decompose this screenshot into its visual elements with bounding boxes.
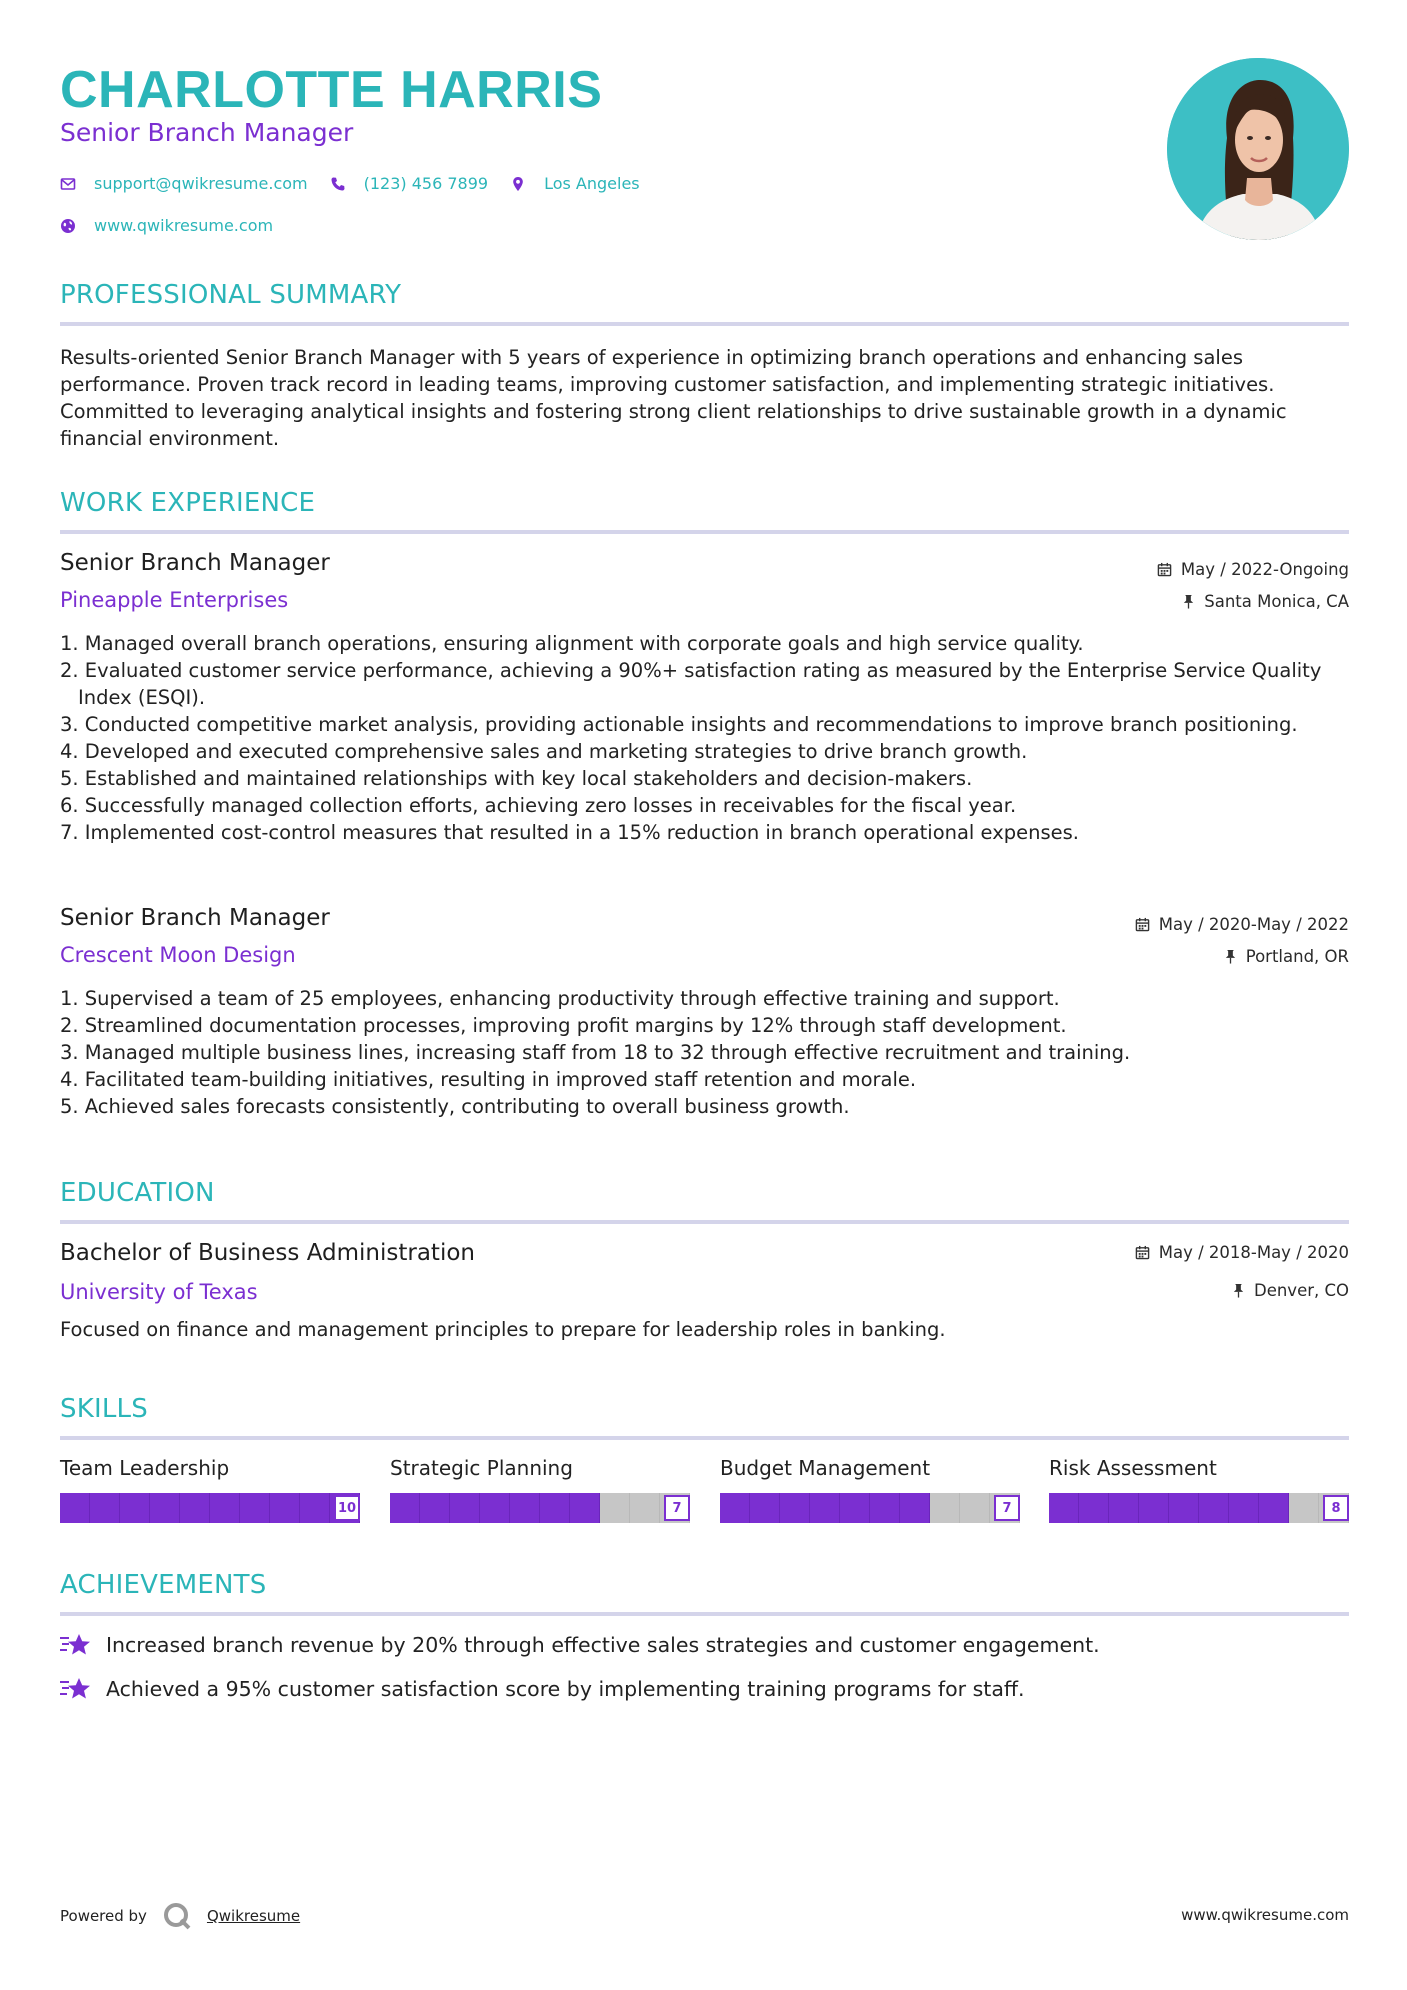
skill-bar-segment	[390, 1493, 420, 1523]
summary-heading	[60, 280, 1349, 310]
job-bullets	[60, 630, 1349, 846]
skill-bar	[720, 1493, 1020, 1523]
skill-bar-segment	[90, 1493, 120, 1523]
achievement-text: Achieved a 95% customer satisfaction score by implementing training programs for staff.	[106, 1677, 1025, 1701]
skill-bar-segment	[600, 1493, 630, 1523]
skill-name: Budget Management	[720, 1456, 931, 1480]
list-item: 3. Conducted competitive market analysis, providing actionable insights and recommendations to improve branch positioning.	[60, 713, 1298, 736]
skill-bar-segment	[570, 1493, 600, 1523]
education-description: Focused on finance and management principles to prepare for leadership roles in banking.	[60, 1318, 946, 1341]
list-item: 1. Supervised a team of 25 employees, enhancing productivity through effective training and support.	[60, 987, 1060, 1010]
skill-bar-segment	[180, 1493, 210, 1523]
footer-powered-by	[60, 1900, 300, 1932]
experience-heading-text: WORK EXPERIENCE	[60, 488, 316, 518]
skill-bar-segment	[60, 1493, 90, 1523]
experience-heading	[60, 488, 1349, 518]
qwikresume-logo	[161, 1900, 193, 1932]
skill-bar-segment	[930, 1493, 960, 1523]
summary-text: Results-oriented Senior Branch Manager with 5 years of experience in optimizing branch operations and enhancing sales performance. Proven track record in leading teams, improving customer satisfaction, and implementing strategic initiatives. Committed to leveraging analytical insights and fostering strong client relationships to drive sustainable growth in a dynamic financial environment.	[60, 346, 1287, 450]
skill-name: Strategic Planning	[390, 1456, 573, 1480]
list-item: 6. Successfully managed collection efforts, achieving zero losses in receivables for the fiscal year.	[60, 794, 1017, 817]
job-title: Senior Branch Manager	[60, 905, 330, 931]
section-divider	[60, 322, 1349, 326]
phone-text: (123) 456 7899	[363, 174, 489, 193]
skill-bar-segment	[840, 1493, 870, 1523]
skill-bar-segment	[150, 1493, 180, 1523]
job-location	[1182, 592, 1349, 611]
skill-item	[390, 1456, 690, 1516]
skill-bar	[60, 1493, 360, 1523]
contact-row-2	[60, 216, 295, 235]
skill-bar-segment	[540, 1493, 570, 1523]
powered-by-text: Powered by	[60, 1907, 147, 1925]
summary-heading-text: PROFESSIONAL SUMMARY	[60, 280, 402, 310]
contact-location	[510, 174, 640, 193]
contact-email[interactable]	[60, 174, 308, 193]
candidate-title: Senior Branch Manager	[60, 118, 354, 147]
skill-bar	[1049, 1493, 1349, 1523]
skill-bar-segment	[1109, 1493, 1139, 1523]
job-dates-text: May / 2020-May / 2022	[1158, 915, 1349, 934]
list-item: 7. Implemented cost-control measures that resulted in a 15% reduction in branch operational expenses.	[60, 821, 1079, 844]
section-divider	[60, 530, 1349, 534]
education-location	[1232, 1281, 1349, 1300]
phone-icon	[330, 176, 346, 192]
company-name: Pineapple Enterprises	[60, 588, 289, 612]
pushpin-icon	[1232, 1283, 1245, 1298]
job-location-text: Portland, OR	[1245, 947, 1349, 966]
skill-name: Team Leadership	[60, 1456, 230, 1480]
skill-bar-segment	[1169, 1493, 1199, 1523]
skill-bar-segment	[720, 1493, 750, 1523]
skill-bar-segment	[420, 1493, 450, 1523]
contact-row	[60, 174, 662, 193]
pushpin-icon	[1182, 594, 1195, 609]
skill-bar-segment	[510, 1493, 540, 1523]
company-name: Crescent Moon Design	[60, 943, 296, 967]
list-item: 4. Facilitated team-building initiatives, resulting in improved staff retention and morale.	[60, 1068, 917, 1091]
achievements-heading	[60, 1570, 1349, 1600]
skill-bar-segment	[300, 1493, 330, 1523]
education-dates-text: May / 2018-May / 2020	[1158, 1243, 1349, 1262]
achievement-item	[60, 1676, 1025, 1702]
section-divider	[60, 1612, 1349, 1616]
list-item: 2. Evaluated customer service performance, achieving a 90%+ satisfaction rating as measured by the Enterprise Service Quality Index (ESQI).	[60, 659, 1322, 709]
achievement-item	[60, 1632, 1100, 1658]
star-icon	[60, 1632, 92, 1658]
skill-name: Risk Assessment	[1049, 1456, 1217, 1480]
skill-bar-segment	[240, 1493, 270, 1523]
avatar-illustration	[1167, 58, 1349, 240]
skill-level-badge: 8	[1323, 1495, 1349, 1521]
skill-bar-segment	[960, 1493, 990, 1523]
list-item: 1. Managed overall branch operations, ensuring alignment with corporate goals and high service quality.	[60, 632, 1084, 655]
achievement-text: Increased branch revenue by 20% through effective sales strategies and customer engagement.	[106, 1633, 1100, 1657]
skill-bar-segment	[270, 1493, 300, 1523]
list-item: 5. Established and maintained relationships with key local stakeholders and decision-makers.	[60, 767, 973, 790]
section-divider	[60, 1220, 1349, 1224]
job-dates	[1157, 560, 1349, 579]
skill-bar-segment	[870, 1493, 900, 1523]
email-text: support@qwikresume.com	[94, 174, 308, 193]
skill-item	[60, 1456, 360, 1516]
footer-website[interactable]: www.qwikresume.com	[1181, 1906, 1349, 1924]
brand-link[interactable]: Qwikresume	[206, 1907, 301, 1925]
profile-photo	[1167, 58, 1349, 240]
degree-title: Bachelor of Business Administration	[60, 1240, 475, 1266]
website-text: www.qwikresume.com	[94, 216, 274, 235]
skills-heading	[60, 1394, 1349, 1424]
job-title: Senior Branch Manager	[60, 550, 330, 576]
globe-icon	[60, 218, 76, 234]
contact-phone[interactable]	[330, 174, 488, 193]
location-text: Los Angeles	[544, 174, 640, 193]
skill-item	[720, 1456, 1020, 1516]
education-location-text: Denver, CO	[1253, 1281, 1349, 1300]
pushpin-icon	[1224, 949, 1237, 964]
skill-bar-segment	[1049, 1493, 1079, 1523]
mail-icon	[60, 176, 76, 192]
skill-level-badge: 10	[334, 1495, 360, 1521]
skill-bar-segment	[1289, 1493, 1319, 1523]
education-heading-text: EDUCATION	[60, 1178, 215, 1208]
job-bullets	[60, 985, 1349, 1120]
skill-bar-segment	[630, 1493, 660, 1523]
education-dates	[1135, 1243, 1349, 1262]
skill-bar-segment	[450, 1493, 480, 1523]
list-item: 2. Streamlined documentation processes, improving profit margins by 12% through staff development.	[60, 1014, 1067, 1037]
calendar-icon	[1135, 917, 1150, 932]
star-icon	[60, 1676, 92, 1702]
skills-heading-text: SKILLS	[60, 1394, 148, 1424]
skill-bar-segment	[750, 1493, 780, 1523]
job-dates	[1135, 915, 1349, 934]
map-pin-icon	[510, 176, 526, 192]
skill-bar	[390, 1493, 690, 1523]
calendar-icon	[1135, 1245, 1150, 1260]
education-heading	[60, 1178, 1349, 1208]
job-dates-text: May / 2022-Ongoing	[1180, 560, 1349, 579]
section-divider	[60, 1436, 1349, 1440]
calendar-icon	[1157, 562, 1172, 577]
skill-bar-segment	[120, 1493, 150, 1523]
job-location	[1224, 947, 1349, 966]
skill-bar-segment	[780, 1493, 810, 1523]
skill-bar-segment	[1229, 1493, 1259, 1523]
school-name: University of Texas	[60, 1280, 258, 1304]
list-item: 4. Developed and executed comprehensive sales and marketing strategies to drive branch growth.	[60, 740, 1028, 763]
contact-website[interactable]	[60, 216, 273, 235]
resume-page	[60, 0, 1349, 1990]
skill-bar-segment	[1079, 1493, 1109, 1523]
skill-item	[1049, 1456, 1349, 1516]
list-item: 3. Managed multiple business lines, increasing staff from 18 to 32 through effective recruitment and training.	[60, 1041, 1131, 1064]
skill-bar-segment	[480, 1493, 510, 1523]
job-location-text: Santa Monica, CA	[1204, 592, 1349, 611]
list-item: 5. Achieved sales forecasts consistently, contributing to overall business growth.	[60, 1095, 850, 1118]
skill-bar-segment	[810, 1493, 840, 1523]
skill-bar-segment	[1259, 1493, 1289, 1523]
skill-bar-segment	[1199, 1493, 1229, 1523]
achievements-heading-text: ACHIEVEMENTS	[60, 1570, 267, 1600]
skill-level-badge: 7	[994, 1495, 1020, 1521]
skill-bar-segment	[1139, 1493, 1169, 1523]
skill-level-badge: 7	[664, 1495, 690, 1521]
skill-bar-segment	[210, 1493, 240, 1523]
skill-bar-segment	[900, 1493, 930, 1523]
candidate-name: CHARLOTTE HARRIS	[60, 61, 603, 119]
